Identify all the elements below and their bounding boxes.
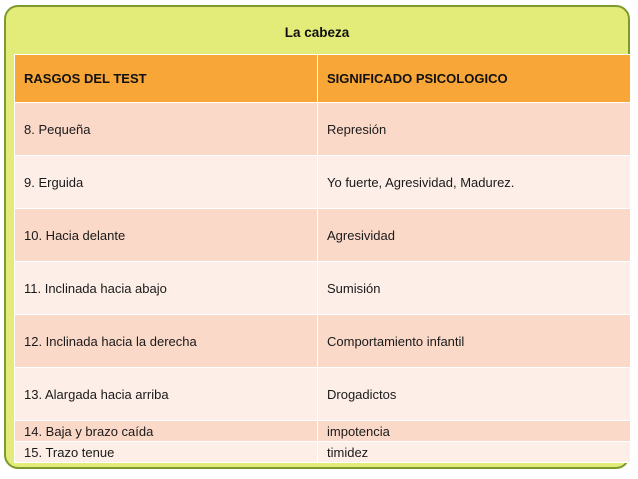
trait-cell: 11. Inclinada hacia abajo (15, 262, 318, 315)
table-row (15, 209, 631, 262)
traits-table (14, 54, 631, 463)
table-row (15, 421, 631, 442)
table-row (15, 262, 631, 315)
slide-panel (4, 5, 630, 469)
header-traits: RASGOS DEL TEST (15, 55, 318, 103)
trait-cell: 15. Trazo tenue (15, 442, 318, 463)
meaning-cell: impotencia (318, 421, 631, 442)
trait-cell: 10. Hacia delante (15, 209, 318, 262)
trait-cell: 14. Baja y brazo caída (15, 421, 318, 442)
table-header-row (15, 55, 631, 103)
table-row (15, 442, 631, 463)
meaning-cell: Comportamiento infantil (318, 315, 631, 368)
header-meaning: SIGNIFICADO PSICOLOGICO (318, 55, 631, 103)
meaning-cell: Represión (318, 103, 631, 156)
table-row (15, 156, 631, 209)
trait-cell: 12. Inclinada hacia la derecha (15, 315, 318, 368)
table-row (15, 368, 631, 421)
trait-cell: 9. Erguida (15, 156, 318, 209)
table-row (15, 315, 631, 368)
meaning-cell: Agresividad (318, 209, 631, 262)
meaning-cell: Yo fuerte, Agresividad, Madurez. (318, 156, 631, 209)
table-row (15, 103, 631, 156)
trait-cell: 8. Pequeña (15, 103, 318, 156)
meaning-cell: Sumisión (318, 262, 631, 315)
trait-cell: 13. Alargada hacia arriba (15, 368, 318, 421)
meaning-cell: timidez (318, 442, 631, 463)
meaning-cell: Drogadictos (318, 368, 631, 421)
page-title: La cabeza (284, 25, 350, 40)
